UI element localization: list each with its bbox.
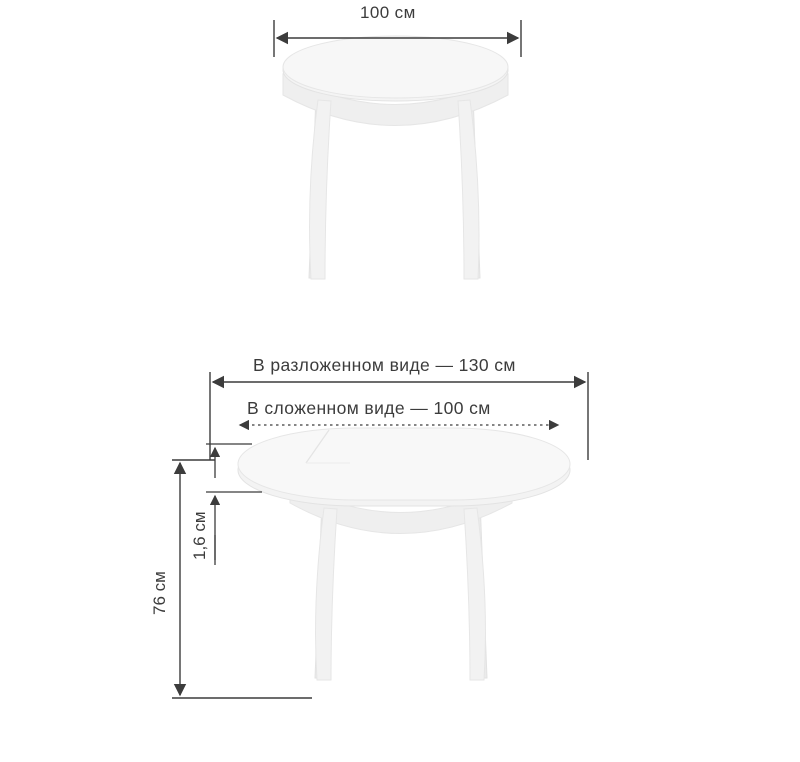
label-thickness: 1,6 см — [190, 511, 209, 560]
label-folded-width: В сложенном виде — 100 см — [247, 398, 491, 418]
label-top-width: 100 см — [360, 3, 416, 22]
unfolded-table-illustration — [238, 428, 570, 680]
label-height: 76 см — [150, 571, 169, 615]
label-unfolded-width: В разложенном виде — 130 см — [253, 355, 516, 375]
folded-table-illustration — [283, 36, 508, 279]
